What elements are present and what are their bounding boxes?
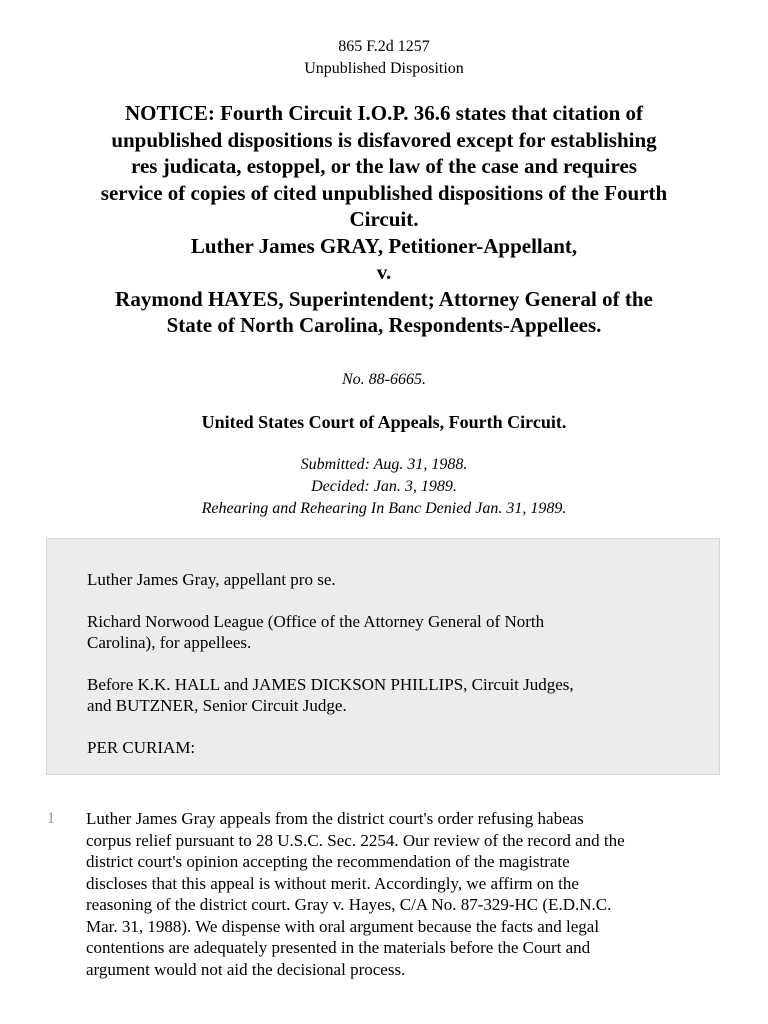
disposition-label: Unpublished Disposition bbox=[304, 60, 464, 77]
notice-line: unpublished dispositions is disfavored except for establishing bbox=[111, 127, 657, 152]
submitted-date: Submitted: Aug. 31, 1988. bbox=[300, 456, 468, 473]
appellees-counsel-line: Carolina), for appellees. bbox=[87, 633, 252, 652]
court-name: United States Court of Appeals, Fourth Circuit. bbox=[201, 412, 567, 432]
panel-judges-line: and BUTZNER, Senior Circuit Judge. bbox=[87, 696, 347, 715]
versus-label: v. bbox=[376, 260, 392, 284]
appellant-counsel: Luther James Gray, appellant pro se. bbox=[87, 570, 336, 589]
paragraph-line: district court's opinion accepting the recommendation of the magistrate bbox=[86, 852, 570, 871]
paragraph-line: discloses that this appeal is without merit. Accordingly, we affirm on the bbox=[86, 873, 579, 893]
appellant-party: Luther James GRAY, Petitioner-Appellant, bbox=[190, 233, 578, 258]
citation-header bbox=[0, 36, 768, 80]
case-caption bbox=[40, 100, 728, 339]
panel-judges-line: Before K.K. HALL and JAMES DICKSON PHILLIPS, Circuit Judges, bbox=[87, 675, 574, 694]
paragraph-number: 1 bbox=[47, 810, 55, 827]
paragraph-line: reasoning of the district court. Gray v. Hayes, C/A No. 87-329-HC (E.D.N.C. bbox=[86, 895, 612, 914]
paragraph-line: Luther James Gray appeals from the district court's order refusing habeas bbox=[86, 809, 584, 828]
reporter-citation: 865 F.2d 1257 bbox=[338, 38, 430, 55]
paragraph-line: Mar. 31, 1988). We dispense with oral argument because the facts and legal bbox=[86, 916, 600, 936]
paragraph-line: argument would not aid the decisional process. bbox=[86, 959, 406, 979]
counsel-panel bbox=[46, 538, 720, 775]
notice-line: NOTICE: Fourth Circuit I.O.P. 36.6 states that citation of bbox=[125, 101, 643, 125]
paragraph-text bbox=[86, 808, 726, 980]
docket-number: No. 88-6665. bbox=[342, 371, 426, 388]
decided-date: Decided: Jan. 3, 1989. bbox=[311, 478, 457, 495]
appellees-counsel-line: Richard Norwood League (Office of the Attorney General of North bbox=[87, 612, 545, 631]
rehearing-date: Rehearing and Rehearing In Banc Denied Jan. 31, 1989. bbox=[201, 500, 567, 517]
appellees-party-line: Raymond HAYES, Superintendent; Attorney General of the bbox=[115, 286, 653, 311]
per-curiam-label: PER CURIAM: bbox=[87, 738, 196, 757]
notice-line: service of copies of cited unpublished dispositions of the Fourth bbox=[100, 180, 668, 205]
notice-line: res judicata, estoppel, or the law of the case and requires bbox=[131, 154, 637, 178]
paragraph-line: corpus relief pursuant to 28 U.S.C. Sec. 2254. Our review of the record and the bbox=[86, 830, 625, 850]
notice-line: Circuit. bbox=[349, 207, 419, 231]
case-dates bbox=[0, 454, 768, 520]
appellees-party-line: State of North Carolina, Respondents-Appellees. bbox=[166, 313, 602, 337]
paragraph-line: contentions are adequately presented in the materials before the Court and bbox=[86, 938, 591, 957]
